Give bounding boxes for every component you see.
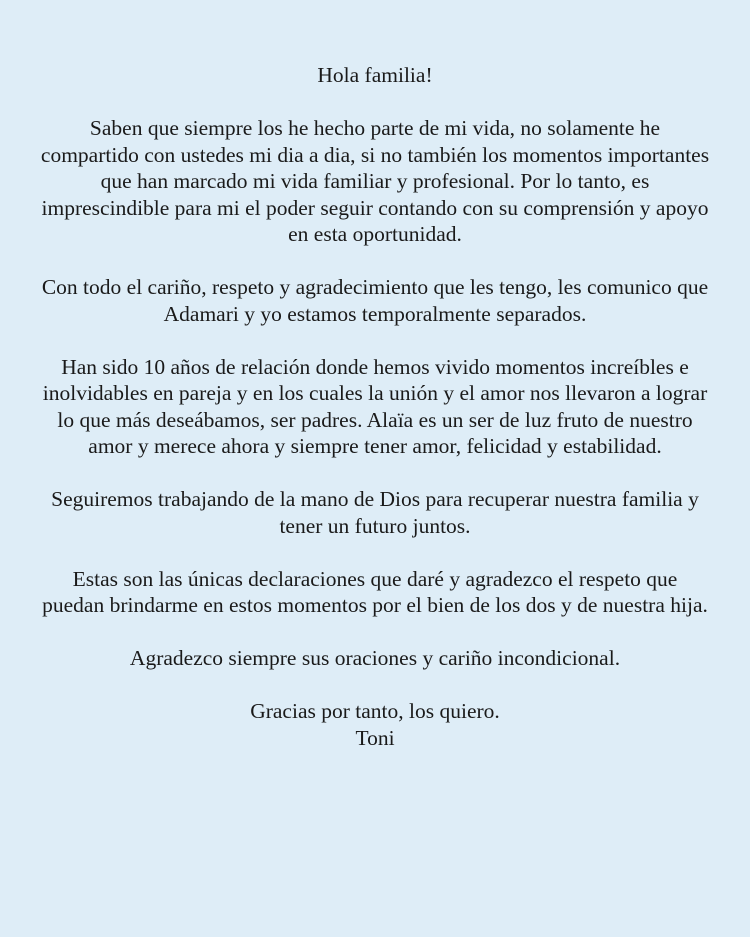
letter-paragraph-relationship: Han sido 10 años de relación donde hemos vivido momentos increíbles e inolvidables en pareja y en los cuales la unión y el amor nos llevaron a lograr lo que más deseábamos, ser padres. Alaïa es un ser de luz fruto de nuestro amor y merece ahora y siempre tener amor, felicidad y estabilidad. [42, 354, 708, 458]
letter-paragraph-separation: Con todo el cariño, respeto y agradecimiento que les tengo, les comunico que Adamari y yo estamos temporalmente separados. [41, 275, 709, 326]
letter-paragraph-intro: Saben que siempre los he hecho parte de mi vida, no solamente he compartido con ustedes mi dia a dia, si no también los momentos importantes que han marcado mi vida familiar y profesional. Por lo tanto, es imprescindible para mi el poder seguir contando con su comprensión y apoyo en esta oportunidad. [40, 116, 710, 246]
letter-greeting: Hola familia! [317, 63, 433, 87]
letter-signature: Toni [355, 725, 395, 750]
letter-closing: Gracias por tanto, los quiero. [250, 699, 500, 723]
letter-paragraph-statement: Estas son las únicas declaraciones que daré y agradezco el respeto que puedan brindarme en estos momentos por el bien de los dos y de nuestra hija. [42, 566, 708, 617]
letter-paragraph-future: Seguiremos trabajando de la mano de Dios para recuperar nuestra familia y tener un futuro juntos. [51, 487, 699, 538]
letter-paragraph-thanks: Agradezco siempre sus oraciones y cariño incondicional. [129, 646, 621, 670]
